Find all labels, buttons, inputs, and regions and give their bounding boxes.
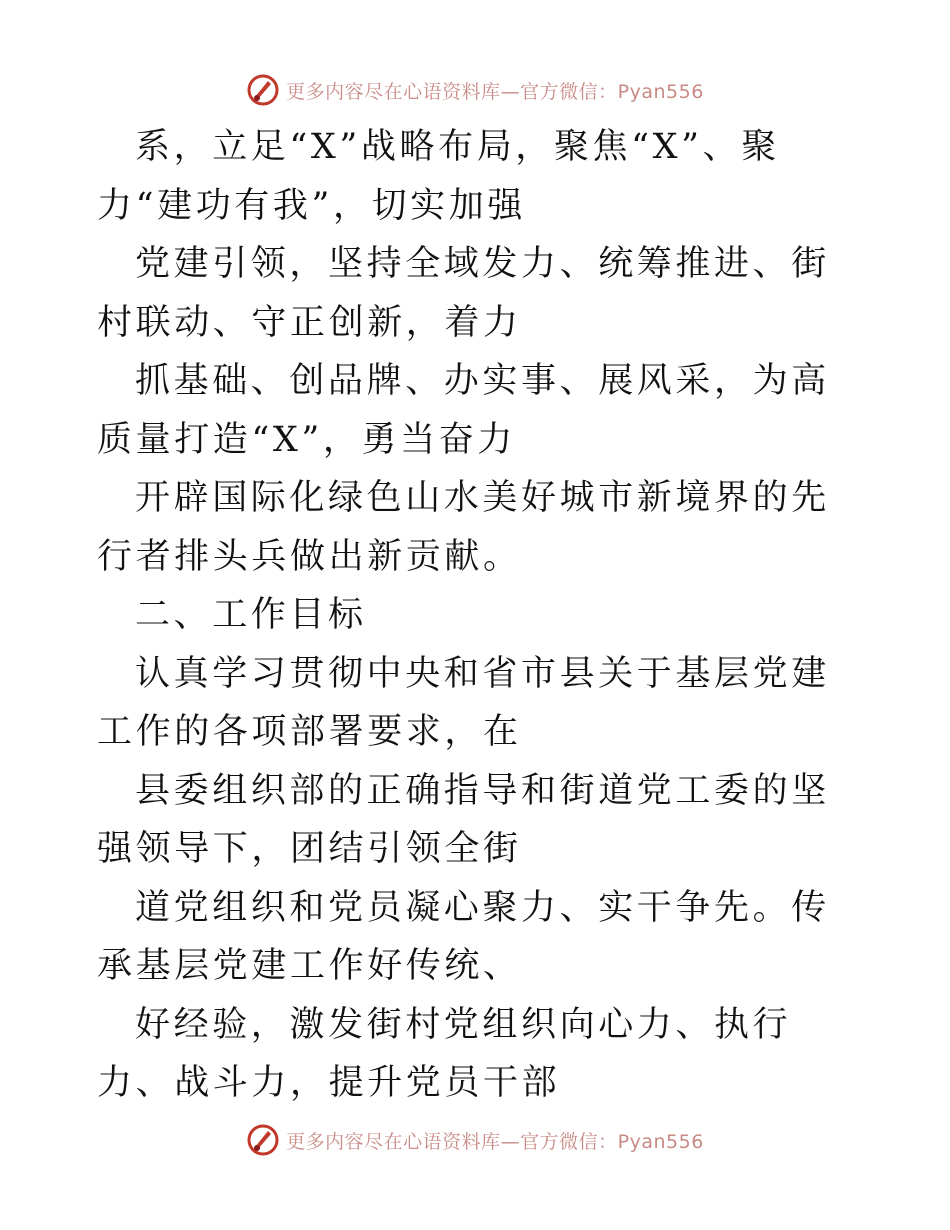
paragraph: 抓基础、创品牌、办实事、展风采，为高质量打造“X”，勇当奋力: [97, 361, 830, 460]
paragraph: 道党组织和党员凝心聚力、实干争先。传承基层党建工作好传统、: [97, 887, 830, 986]
footer-watermark-text: 更多内容尽在心语资料库—官方微信：Pyan556: [286, 1130, 704, 1153]
header-watermark-text: 更多内容尽在心语资料库—官方微信：Pyan556: [286, 80, 704, 103]
header-watermark-banner: [0, 70, 950, 110]
paragraph: 开辟国际化绿色山水美好城市新境界的先行者排头兵做出新贡献。: [97, 478, 830, 577]
red-circle-brush-logo-icon: [246, 73, 280, 107]
paragraph: 认真学习贯彻中央和省市县关于基层党建工作的各项部署要求，在: [97, 653, 830, 752]
red-circle-brush-logo-icon: [246, 1123, 280, 1157]
document-body: [97, 118, 857, 1113]
paragraph: 党建引领，坚持全域发力、统筹推进、街村联动、守正创新，着力: [97, 244, 830, 343]
paragraph: 系，立足“X”战略布局，聚焦“X”、聚力“建功有我”，切实加强: [97, 127, 780, 226]
section-heading: 二、工作目标: [135, 595, 367, 635]
paragraph: 好经验，激发街村党组织向心力、执行力、战斗力，提升党员干部: [97, 1004, 792, 1103]
footer-watermark-banner: [0, 1120, 950, 1160]
paragraph: 县委组织部的正确指导和街道党工委的坚强领导下，团结引领全街: [97, 770, 830, 869]
